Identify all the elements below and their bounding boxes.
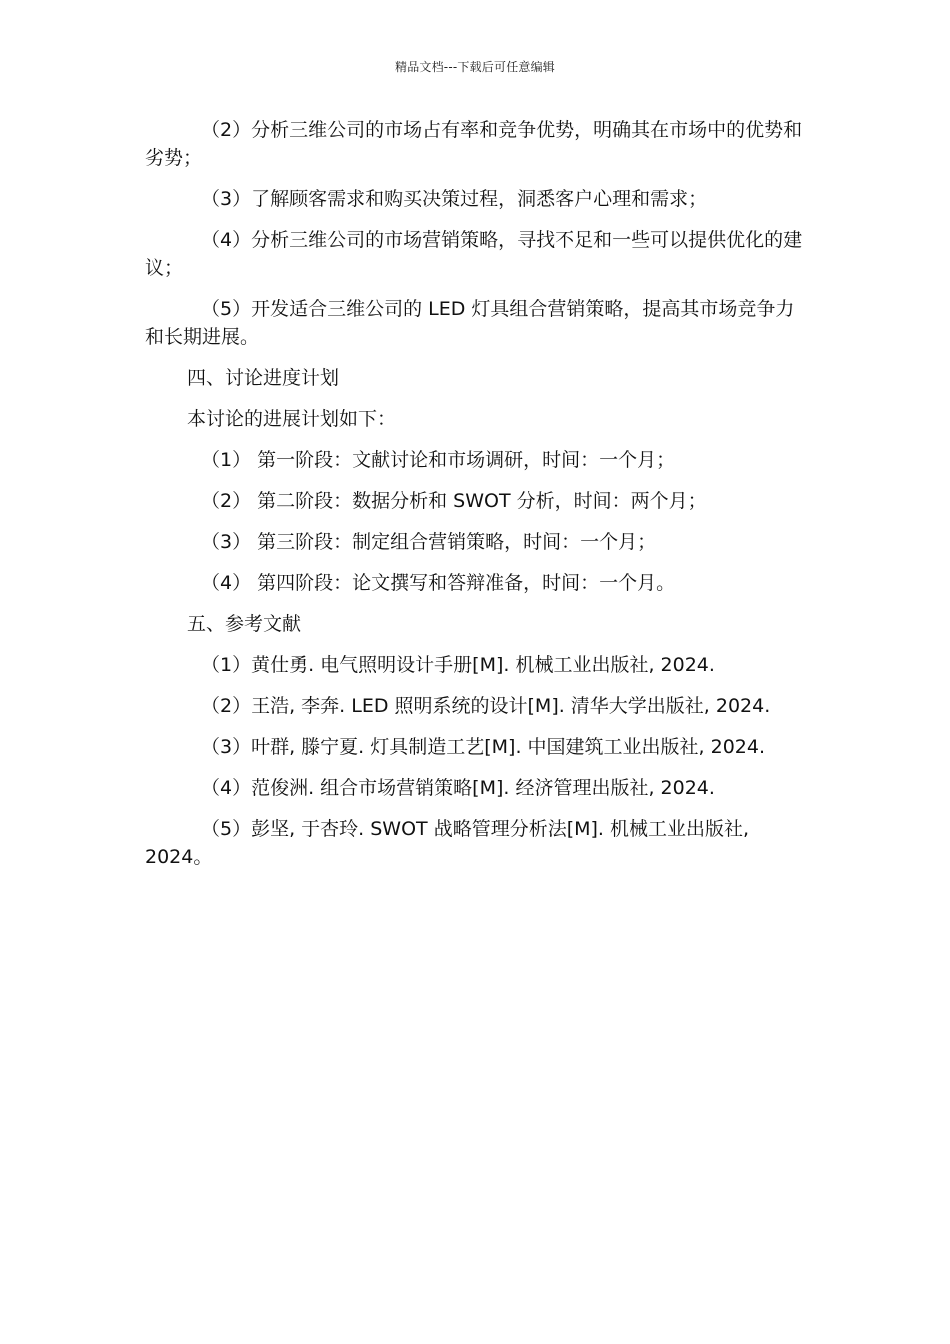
reference-item-2: （2）王浩, 李奔. LED 照明系统的设计[M]. 清华大学出版社, 2024. — [201, 695, 771, 717]
page-header: 精品文档---下载后可任意编辑 — [395, 60, 555, 74]
schedule-phase-3: （3） 第三阶段：制定组合营销策略，时间：一个月； — [201, 531, 657, 553]
objective-item-2: （2）分析三维公司的市场占有率和竞争优势，明确其在市场中的优势和劣势； — [145, 119, 803, 169]
objective-item-4: （4）分析三维公司的市场营销策略，寻找不足和一些可以提供优化的建议； — [145, 229, 803, 279]
reference-item-4: （4）范俊洲. 组合市场营销策略[M]. 经济管理出版社, 2024. — [201, 777, 715, 799]
section-heading-references: 五、参考文献 — [187, 613, 302, 635]
reference-item-5: （5）彭坚, 于杏玲. SWOT 战略管理分析法[M]. 机械工业出版社, 2024。 — [145, 818, 750, 868]
schedule-phase-4: （4） 第四阶段：论文撰写和答辩准备，时间：一个月。 — [201, 572, 676, 594]
reference-item-1: （1）黄仕勇. 电气照明设计手册[M]. 机械工业出版社, 2024. — [201, 654, 715, 676]
objective-item-5: （5）开发适合三维公司的 LED 灯具组合营销策略，提高其市场竞争力和长期进展。 — [145, 298, 795, 348]
section-heading-schedule: 四、讨论进度计划 — [187, 367, 340, 389]
document-body — [145, 116, 810, 884]
objective-item-3: （3）了解顾客需求和购买决策过程，洞悉客户心理和需求； — [201, 188, 708, 210]
schedule-phase-1: （1） 第一阶段：文献讨论和市场调研，时间：一个月； — [201, 449, 676, 471]
schedule-intro: 本讨论的进展计划如下： — [187, 408, 397, 430]
reference-item-3: （3）叶群, 滕宁夏. 灯具制造工艺[M]. 中国建筑工业出版社, 2024. — [201, 736, 766, 758]
schedule-phase-2: （2） 第二阶段：数据分析和 SWOT 分析，时间：两个月； — [201, 490, 707, 512]
